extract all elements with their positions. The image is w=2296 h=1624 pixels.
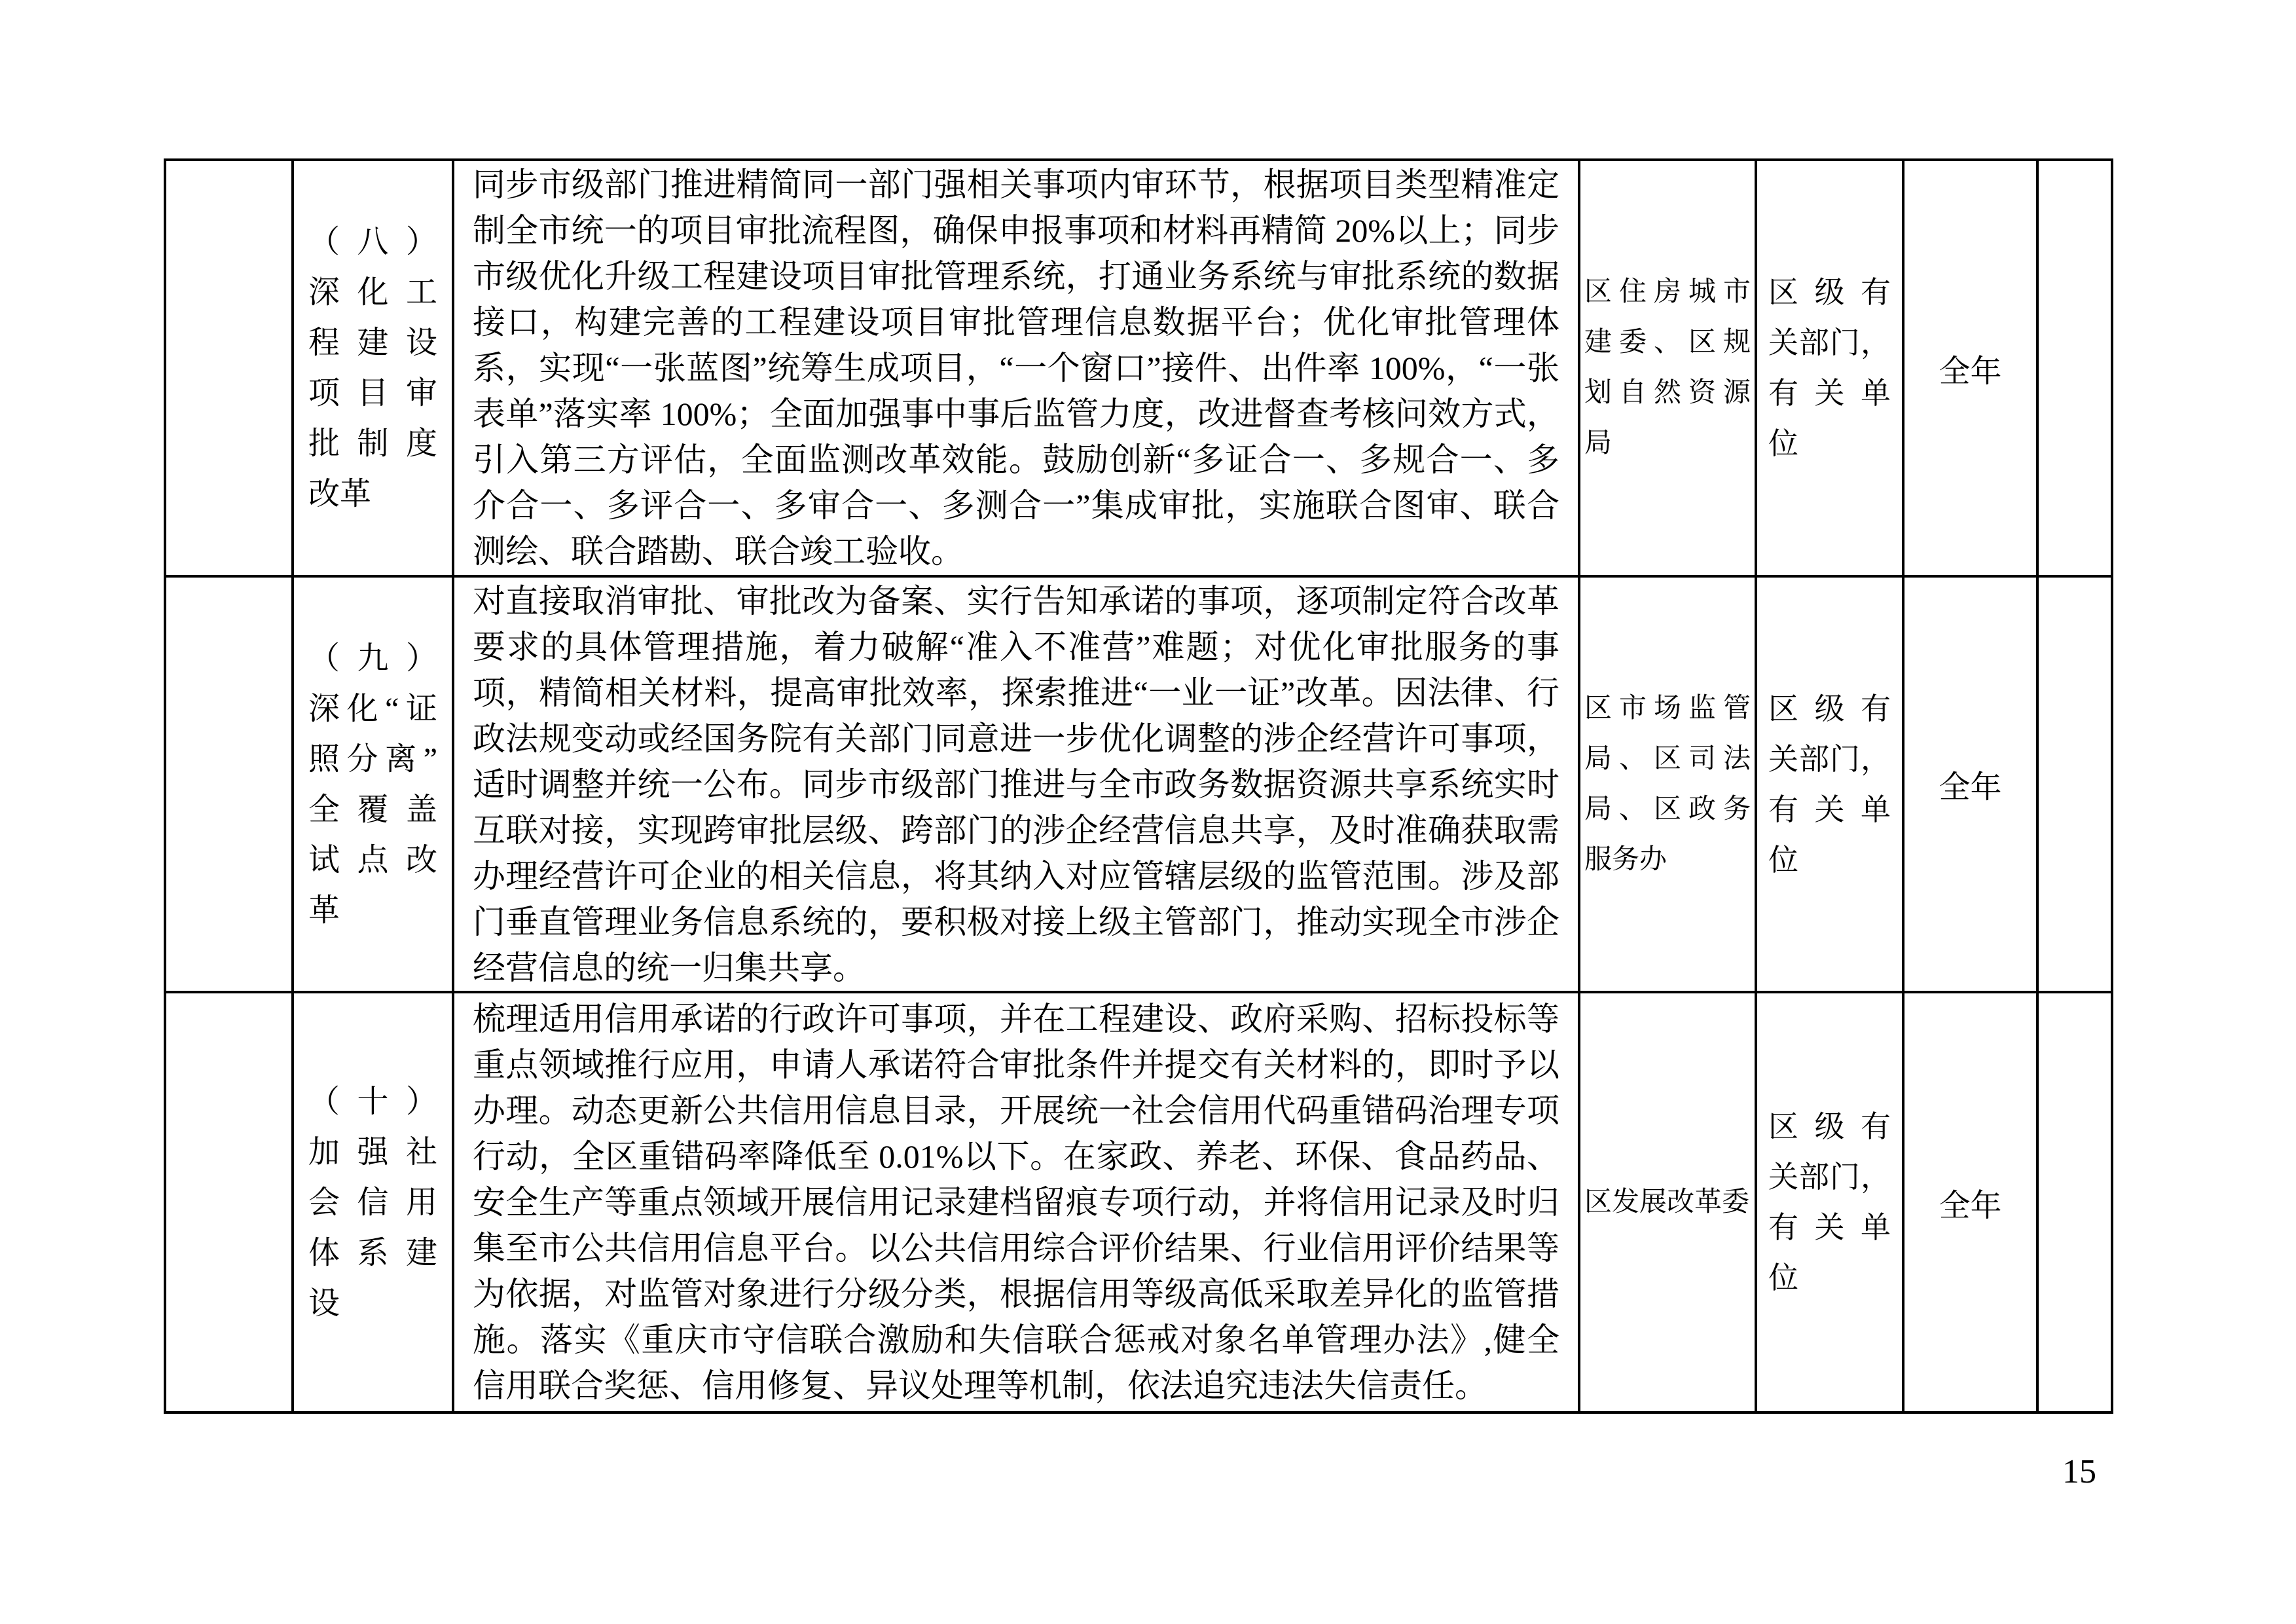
coordinating-unit-line: 关部门， bbox=[1768, 326, 1891, 360]
coordinating-unit-line: 区级有 bbox=[1768, 276, 1891, 309]
responsible-dept-cell bbox=[1580, 161, 1757, 578]
spare-cell bbox=[2039, 578, 2113, 993]
task-title-cell bbox=[294, 993, 454, 1414]
schedule-cell bbox=[1904, 993, 2039, 1414]
responsible-dept-line: 区住房城市 bbox=[1584, 277, 1751, 307]
responsible-dept bbox=[1580, 684, 1755, 885]
coordinating-unit-cell bbox=[1757, 161, 1904, 578]
schedule-label: 全年 bbox=[1939, 770, 2002, 805]
spare-cell bbox=[2039, 161, 2113, 578]
task-title-line: 深化工 bbox=[308, 275, 437, 310]
serial-cell bbox=[166, 578, 294, 993]
task-title bbox=[294, 633, 452, 936]
task-content-cell bbox=[454, 161, 1580, 578]
responsible-dept-line: 建委、区规 bbox=[1584, 327, 1751, 358]
schedule-label: 全年 bbox=[1939, 354, 2002, 389]
responsible-dept-line: 局、区司法 bbox=[1584, 743, 1751, 774]
task-title-line: 批制度 bbox=[308, 426, 437, 461]
serial-cell bbox=[166, 161, 294, 578]
coordinating-unit-line: 区级有 bbox=[1768, 1110, 1891, 1143]
task-title-line: 照分离” bbox=[308, 741, 437, 777]
task-title bbox=[294, 217, 452, 519]
task-title-line: （九） bbox=[308, 640, 437, 676]
coordinating-unit bbox=[1757, 267, 1902, 469]
task-title-cell bbox=[294, 578, 454, 993]
coordinating-unit-line: 关部门， bbox=[1768, 1160, 1891, 1194]
coordinating-unit-line: 有关单 bbox=[1768, 792, 1891, 826]
coordinating-unit-line: 位 bbox=[1768, 427, 1798, 460]
responsible-dept-line: 局 bbox=[1584, 428, 1613, 458]
task-title-line: 试点改 bbox=[308, 842, 437, 877]
task-title-line: （十） bbox=[308, 1084, 437, 1119]
coordinating-unit-cell bbox=[1757, 578, 1904, 993]
task-content-cell bbox=[454, 993, 1580, 1414]
responsible-dept-line: 划自然资源 bbox=[1584, 378, 1751, 408]
task-title bbox=[294, 1077, 452, 1329]
responsible-dept-cell bbox=[1580, 993, 1757, 1414]
coordinating-unit bbox=[1757, 684, 1902, 885]
spare-cell bbox=[2039, 993, 2113, 1414]
coordinating-unit-line: 区级有 bbox=[1768, 692, 1891, 726]
task-content-cell bbox=[454, 578, 1580, 993]
responsible-dept-cell bbox=[1580, 578, 1757, 993]
coordinating-unit-line: 有关单 bbox=[1768, 377, 1891, 410]
task-title-line: 程建设 bbox=[308, 325, 437, 360]
coordinating-unit-line: 有关单 bbox=[1768, 1211, 1891, 1244]
task-title-line: 深化“证 bbox=[308, 691, 437, 726]
task-table bbox=[164, 158, 2113, 1414]
schedule-cell bbox=[1904, 161, 2039, 578]
task-title-line: 会信用 bbox=[308, 1185, 437, 1220]
coordinating-unit bbox=[1757, 1101, 1902, 1303]
task-title-line: 设 bbox=[308, 1285, 340, 1321]
page-number: 15 bbox=[2062, 1453, 2096, 1490]
responsible-dept-line: 区发展改革委 bbox=[1584, 1187, 1750, 1217]
coordinating-unit-cell bbox=[1757, 993, 1904, 1414]
task-content: 梳理适用信用承诺的行政许可事项，并在工程建设、政府采购、招标投标等重点领域推行应用，申请人承诺符合审批条件并提交有关材料的，即时予以办理。动态更新公共信用信息目录，开展统一社会信用代码重错码治理专项行动，全区重错码率降低至 0.01%以下。在家政、养老、环保、食品药品、安全生产等重点领域开展信用记录建档留痕专项行动，并将信用记录及时归集至市公共信用信息平台。以公共信用综合评价结果、行业信用评价结果等为依据，对监管对象进行分级分类，根据信用等级高低采取差异化的监管措施。落实《重庆市守信联合激励和失信联合惩戒对象名单管理办法》,健全信用联合奖惩、信用修复、异议处理等机制，依法追究违法失信责任。 bbox=[473, 1001, 1559, 1404]
task-title-line: 体系建 bbox=[308, 1235, 437, 1270]
serial-cell bbox=[166, 993, 294, 1414]
task-title-line: 加强社 bbox=[308, 1134, 437, 1170]
responsible-dept-line: 区市场监管 bbox=[1584, 693, 1751, 724]
responsible-dept bbox=[1580, 1177, 1755, 1228]
coordinating-unit-line: 位 bbox=[1768, 1261, 1798, 1295]
schedule-cell bbox=[1904, 578, 2039, 993]
task-title-line: 项目审 bbox=[308, 376, 437, 411]
task-title-line: 改革 bbox=[308, 477, 372, 511]
task-title-cell bbox=[294, 161, 454, 578]
task-content: 同步市级部门推进精简同一部门强相关事项内审环节，根据项目类型精准定制全市统一的项目审批流程图，确保申报事项和材料再精简 20%以上；同步市级优化升级工程建设项目审批管理系统，打通业务系统与审批系统的数据接口，构建完善的工程建设项目审批管理信息数据平台；优化审批管理体系，实现“一张蓝图”统筹生成项目，“一个窗口”接件、出件率 100%，“一张表单”落实率 100%；全面加强事中事后监管力度，改进督查考核问效方式，引入第三方评估，全面监测改革效能。鼓励创新“多证合一、多规合一、多介合一、多评合一、多审合一、多测合一”集成审批，实施联合图审、联合测绘、联合踏勘、联合竣工验收。 bbox=[473, 166, 1559, 570]
coordinating-unit-line: 关部门， bbox=[1768, 742, 1891, 776]
task-content: 对直接取消审批、审批改为备案、实行告知承诺的事项，逐项制定符合改革要求的具体管理措施，着力破解“准入不准营”难题；对优化审批服务的事项，精简相关材料，提高审批效率，探索推进“一业一证”改革。因法律、行政法规变动或经国务院有关部门同意进一步优化调整的涉企经营许可事项，适时调整并统一公布。同步市级部门推进与全市政务数据资源共享系统实时互联对接，实现跨审批层级、跨部门的涉企经营信息共享，及时准确获取需办理经营许可企业的相关信息，将其纳入对应管辖层级的监管范围。涉及部门垂直管理业务信息系统的，要积极对接上级主管部门，推动实现全市涉企经营信息的统一归集共享。 bbox=[473, 582, 1559, 986]
task-title-line: 革 bbox=[308, 893, 340, 928]
responsible-dept bbox=[1580, 267, 1755, 469]
schedule-label: 全年 bbox=[1939, 1188, 2002, 1223]
coordinating-unit-line: 位 bbox=[1768, 843, 1798, 877]
task-title-line: 全覆盖 bbox=[308, 792, 437, 827]
responsible-dept-line: 局、区政务 bbox=[1584, 794, 1751, 824]
responsible-dept-line: 服务办 bbox=[1584, 844, 1667, 875]
task-title-line: （八） bbox=[308, 225, 437, 259]
